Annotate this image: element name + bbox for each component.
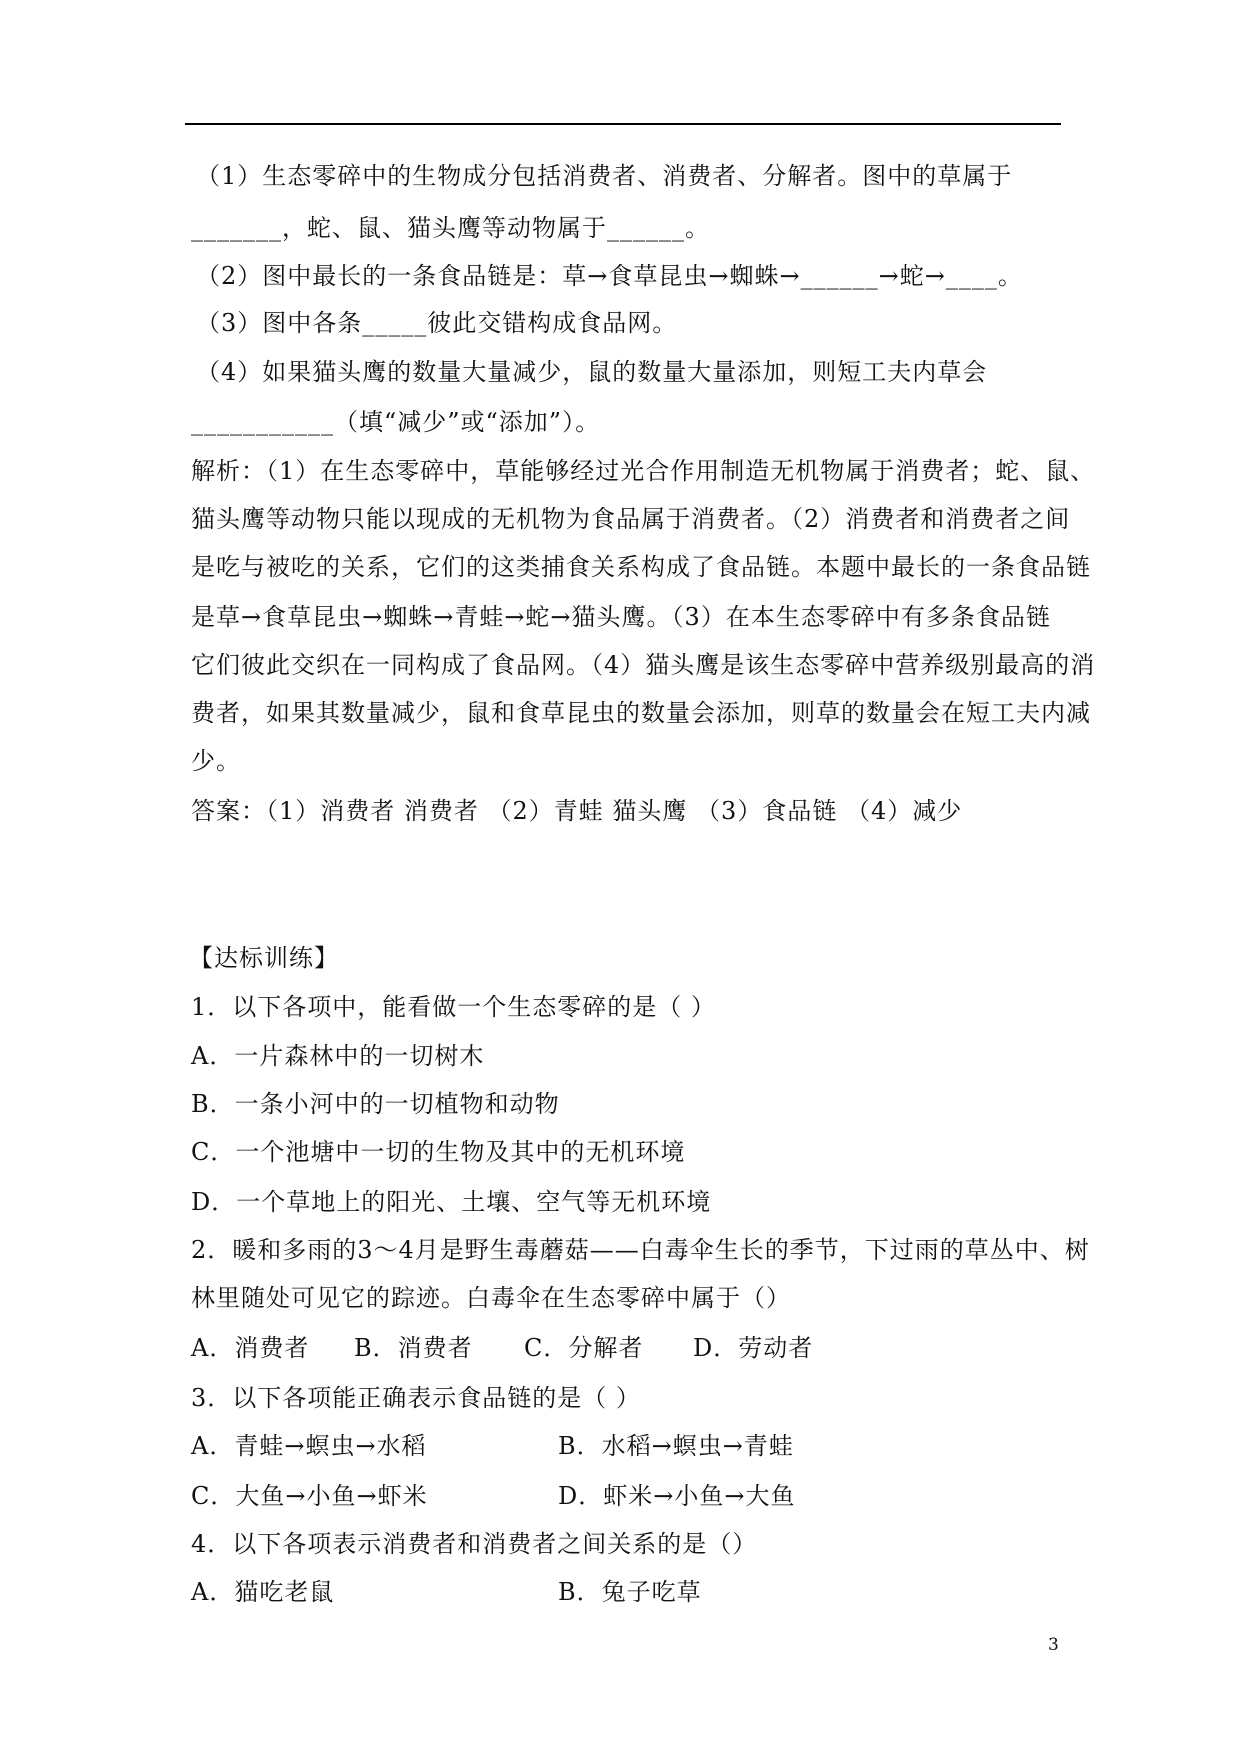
training-question-1: 1．以下各项中，能看做一个生态零碎的是（ ） <box>191 993 716 1021</box>
analysis-line: 是吃与被吃的关系，它们的这类捕食关系构成了食品链。本题中最长的一条食品链 <box>191 553 1091 581</box>
analysis-line: 猫头鹰等动物只能以现成的无机物为食品属于消费者。（2）消费者和消费者之间 <box>191 505 1071 533</box>
analysis-line: 少。 <box>191 747 241 775</box>
training-question-3: 3．以下各项能正确表示食品链的是（ ） <box>191 1384 641 1412</box>
exercise-question-4-continuation: ___________（填“减少”或“添加”）。 <box>191 408 601 436</box>
training-q1-option-b: B．一条小河中的一切植物和动物 <box>191 1090 560 1118</box>
training-q1-option-d: D．一个草地上的阳光、土壤、空气等无机环境 <box>191 1188 712 1216</box>
training-q2-option-d: D．劳动者 <box>693 1334 814 1362</box>
training-q1-option-a: A．一片森林中的一切树木 <box>191 1042 485 1070</box>
training-question-2: 2．暖和多雨的3～4月是野生毒蘑菇——白毒伞生长的季节，下过雨的草丛中、树 <box>191 1236 1090 1264</box>
header-rule <box>185 123 1061 125</box>
training-q4-option-a: A．猫吃老鼠 <box>191 1578 335 1606</box>
training-q3-option-b: B．水稻→螟虫→青蛙 <box>558 1432 794 1460</box>
exercise-question-3: （3）图中各条_____彼此交错构成食品网。 <box>196 309 678 337</box>
training-heading: 【达标训练】 <box>189 944 339 972</box>
exercise-question-1-continuation: _______，蛇、鼠、猫头鹰等动物属于______。 <box>191 214 710 242</box>
training-q2-option-c: C．分解者 <box>524 1334 644 1362</box>
page-number: 3 <box>1048 1635 1059 1655</box>
training-q3-option-c: C．大鱼→小鱼→虾米 <box>191 1482 428 1510</box>
training-q3-option-d: D．虾米→小鱼→大鱼 <box>558 1482 796 1510</box>
training-q2-option-a: A．消费者 <box>191 1334 310 1362</box>
analysis-line: 费者，如果其数量减少，鼠和食草昆虫的数量会添加，则草的数量会在短工夫内减 <box>191 699 1091 727</box>
exercise-question-4: （4）如果猫头鹰的数量大量减少，鼠的数量大量添加，则短工夫内草会 <box>196 358 988 386</box>
answer-line: 答案：（1）消费者 消费者 （2）青蛙 猫头鹰 （3）食品链 （4）减少 <box>191 797 963 825</box>
training-q2-option-b: B．消费者 <box>354 1334 473 1362</box>
analysis-line: 它们彼此交织在一同构成了食品网。（4）猫头鹰是该生态零碎中营养级别最高的消 <box>191 651 1096 679</box>
training-question-2-continuation: 林里随处可见它的踪迹。白毒伞在生态零碎中属于（） <box>191 1284 791 1312</box>
analysis-line: 是草→食草昆虫→蜘蛛→青蛙→蛇→猫头鹰。（3）在本生态零碎中有多条食品链 <box>191 603 1051 631</box>
exercise-question-2: （2）图中最长的一条食品链是：草→食草昆虫→蜘蛛→______→蛇→____。 <box>196 262 1023 290</box>
training-question-4: 4．以下各项表示消费者和消费者之间关系的是（） <box>191 1530 758 1558</box>
exercise-question-1: （1）生态零碎中的生物成分包括消费者、消费者、分解者。图中的草属于 <box>196 162 1013 190</box>
training-q1-option-c: C．一个池塘中一切的生物及其中的无机环境 <box>191 1138 686 1166</box>
training-q4-option-b: B．兔子吃草 <box>558 1578 702 1606</box>
analysis-line: 解析：（1）在生态零碎中，草能够经过光合作用制造无机物属于消费者；蛇、鼠、 <box>191 457 1096 485</box>
training-q3-option-a: A．青蛙→螟虫→水稻 <box>191 1432 427 1460</box>
